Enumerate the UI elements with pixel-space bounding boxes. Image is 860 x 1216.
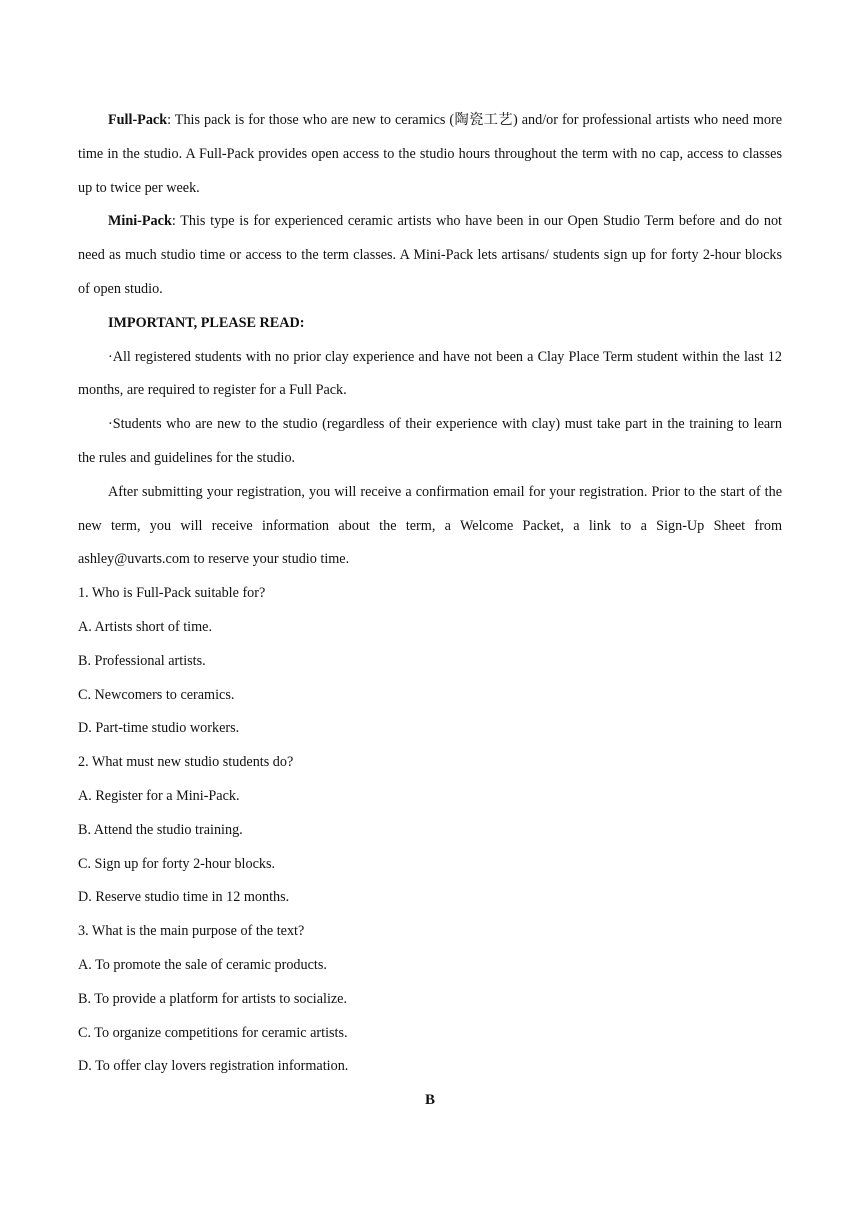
answer-option: D. To offer clay lovers registration information. (78, 1058, 349, 1075)
question-2 (78, 746, 782, 915)
question-3 (78, 915, 782, 1084)
question-1 (78, 577, 782, 746)
important-heading: IMPORTANT, PLEASE READ: (108, 314, 305, 331)
document-page (78, 104, 782, 1118)
full-pack-paragraph (78, 104, 782, 205)
question-stem: 2. What must new studio students do? (78, 754, 294, 771)
bullet-paragraph-2: ·Students who are new to the studio (regardless of their experience with clay) must take part in the training to learn the rules and guidelines for the studio. (78, 416, 782, 466)
mini-pack-paragraph (78, 205, 782, 306)
answer-option: A. Artists short of time. (78, 618, 212, 635)
answer-option: B. Professional artists. (78, 652, 206, 669)
closing-paragraph: After submitting your registration, you will receive a confirmation email for your registration. Prior to the start of the new term, you will receive information about the term, a Welcome Packet, a link to a Sign-Up Sheet from ashley@uvarts.com to reserve your studio time. (78, 483, 782, 568)
important-heading-paragraph (78, 307, 782, 341)
answer-option: C. Newcomers to ceramics. (78, 686, 235, 703)
answer-option: B. Attend the studio training. (78, 821, 243, 838)
full-pack-term: Full-Pack (108, 112, 168, 128)
answer-option: C. To organize competitions for ceramic artists. (78, 1024, 348, 1041)
question-stem: 3. What is the main purpose of the text? (78, 923, 305, 940)
answer-option: D. Reserve studio time in 12 months. (78, 889, 290, 906)
answer-option: A. To promote the sale of ceramic products. (78, 956, 327, 973)
answer-option: B. To provide a platform for artists to socialize. (78, 990, 348, 1007)
answer-option: C. Sign up for forty 2-hour blocks. (78, 855, 276, 872)
bullet-paragraph-1: ·All registered students with no prior clay experience and have not been a Clay Place Term student within the last 12 months, are required to register for a Full Pack. (78, 348, 782, 399)
mini-pack-text: : This type is for experienced ceramic artists who have been in our Open Studio Term before and do not need as much studio time or access to the term classes. A Mini-Pack lets artisans/ students sign up for forty 2-hour blocks of open studio. (78, 213, 782, 297)
section-heading-b: B (424, 1092, 435, 1109)
full-pack-text: : This pack is for those who are new to ceramics (陶瓷工艺) and/or for professional artists who need more time in the studio. A Full-Pack provides open access to the studio hours throughout the term with no cap, access to classes up to twice per week. (78, 112, 782, 196)
answer-option: A. Register for a Mini-Pack. (78, 787, 240, 804)
question-stem: 1. Who is Full-Pack suitable for? (78, 585, 266, 602)
mini-pack-term: Mini-Pack (108, 213, 172, 230)
answer-option: D. Part-time studio workers. (78, 720, 240, 737)
